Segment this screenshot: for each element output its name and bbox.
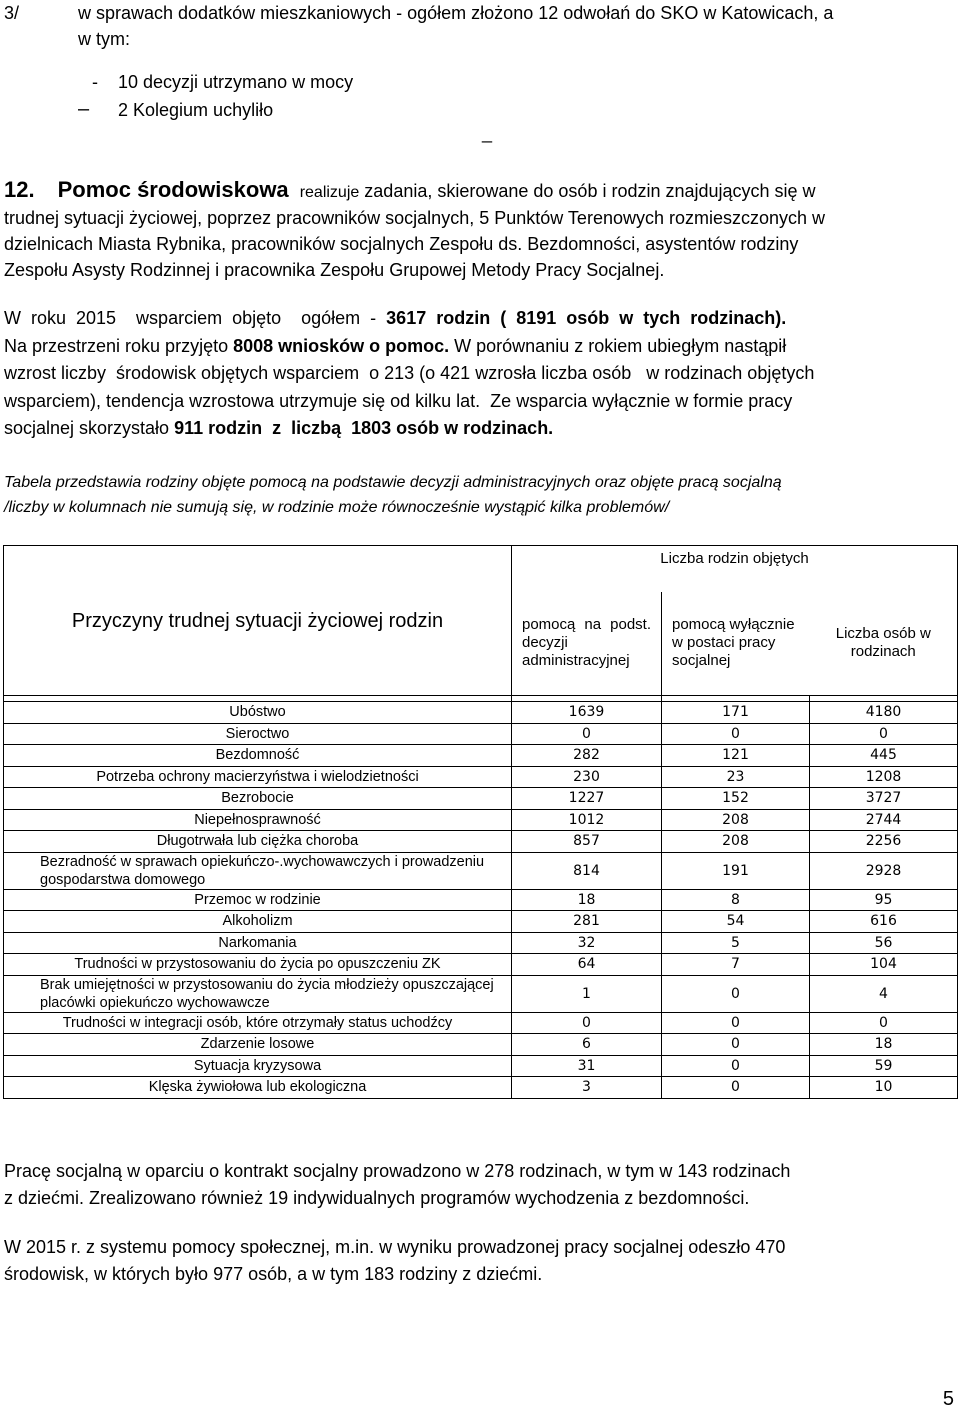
table-row [4,831,958,853]
admin-count-cell: 6 [512,1034,662,1056]
support-line-3: wzrost liczby środowisk objętych wsparciem o 213 (o 421 wzrosła liczba osób w rodzinach objętych [4,363,815,383]
work-count-cell: 8 [662,889,810,911]
section-12-line-2: trudnej sytuacji życiowej, poprzez pracowników socjalnych, 5 Punktów Terenowych rozmieszczonych w [4,208,826,228]
cause-cell: Przemoc w rodzinie [4,889,512,911]
cause-cell: Bezradność w sprawach opiekuńczo-.wychowawczych i prowadzeniu gospodarstwa domowego [4,852,512,889]
admin-count-cell: 31 [512,1055,662,1077]
work-count-cell: 152 [662,788,810,810]
cause-cell: Sieroctwo [4,723,512,745]
work-count-cell: 0 [662,1012,810,1034]
table-row [4,723,958,745]
work-count-cell: 171 [662,702,810,724]
work-count-cell: 121 [662,745,810,767]
persons-count-cell: 3727 [810,788,958,810]
list-item-text: 10 decyzji utrzymano w mocy [118,72,354,92]
admin-count-cell: 64 [512,954,662,976]
after-paragraph-1-line-1: Pracę socjalną w oparciu o kontrakt socjalny prowadzono w 278 rodzinach, w tym w 143 rodzinach [4,1161,791,1181]
cause-cell: Trudności w integracji osób, które otrzymały status uchodźcy [4,1012,512,1034]
cause-cell: Niepełnosprawność [4,809,512,831]
cause-cell: Trudności w przystosowaniu do życia po opuszczeniu ZK [4,954,512,976]
work-count-cell: 0 [662,723,810,745]
persons-count-cell: 4 [810,975,958,1012]
after-paragraph-2-line-2: środowisk, w których było 977 osób, a w tym 183 rodziny z dziećmi. [4,1264,543,1284]
table-row [4,954,958,976]
table-row [4,1012,958,1034]
admin-count-cell: 282 [512,745,662,767]
persons-count-cell: 95 [810,889,958,911]
persons-count-cell: 2928 [810,852,958,889]
after-paragraph-2-line-1: W 2015 r. z systemu pomocy społecznej, m.in. w wyniku prowadzonej pracy socjalnej odeszło 470 [4,1237,786,1257]
admin-count-cell: 1639 [512,702,662,724]
admin-count-cell: 18 [512,889,662,911]
work-count-cell: 5 [662,932,810,954]
work-count-cell: 208 [662,809,810,831]
work-count-cell: 23 [662,766,810,788]
persons-count-cell: 0 [810,1012,958,1034]
admin-count-cell: 281 [512,911,662,933]
persons-count-cell: 59 [810,1055,958,1077]
admin-count-cell: 1012 [512,809,662,831]
support-text: Na przestrzeni roku przyjęto [4,336,234,356]
section-heading: Pomoc środowiskowa [57,177,289,202]
section-12-line-4: Zespołu Asysty Rodzinnej i pracownika Zespołu Grupowej Metody Pracy Socjalnej. [4,260,665,280]
section-3-text-2: w tym: [78,29,130,49]
support-line-2 [4,333,786,360]
cause-cell: Długotrwała lub ciężka choroba [4,831,512,853]
work-count-cell: 0 [662,1055,810,1077]
work-count-cell: 0 [662,1034,810,1056]
work-count-cell: 54 [662,911,810,933]
persons-count-cell: 0 [810,723,958,745]
table-row [4,1034,958,1056]
list-item-text: 2 Kolegium uchyliło [118,100,274,120]
admin-count-cell: 0 [512,723,662,745]
table-row [4,788,958,810]
table-caption-line-2: /liczby w kolumnach nie sumują się, w rodzinie może równocześnie wystąpić kilka problemów/ [4,499,670,516]
admin-count-cell: 230 [512,766,662,788]
persons-count-cell: 56 [810,932,958,954]
table-row [4,766,958,788]
persons-count-cell: 18 [810,1034,958,1056]
support-line-1 [4,305,786,332]
work-count-cell: 0 [662,975,810,1012]
persons-count-cell: 4180 [810,702,958,724]
cause-cell: Bezdomność [4,745,512,767]
persons-count-cell: 1208 [810,766,958,788]
header-cause: Przyczyny trudnej sytuacji życiowej rodzin [4,546,512,696]
persons-count-cell: 10 [810,1077,958,1099]
persons-count-cell: 445 [810,745,958,767]
section-lead: realizuje [299,184,360,201]
cause-cell: Zdarzenie losowe [4,1034,512,1056]
cause-cell: Narkomania [4,932,512,954]
table-row [4,932,958,954]
support-bold-text: 3617 rodzin ( 8191 osób w tych rodzinach). [386,308,787,328]
section-number: 12. [4,177,35,202]
table-row [4,1055,958,1077]
table-row [4,911,958,933]
table-row [4,702,958,724]
header-persons: Liczba osób w rodzinach [810,592,958,696]
header-group: Liczba rodzin objętych [512,546,958,592]
section-12-line-3: dzielnicach Miasta Rybnika, pracowników socjalnych Zespołu ds. Bezdomności, asystentów rodziny [4,234,799,254]
cause-cell: Sytuacja kryzysowa [4,1055,512,1077]
section-12-line-1 [4,177,956,206]
cause-cell: Klęska żywiołowa lub ekologiczna [4,1077,512,1099]
table-row [4,975,958,1012]
table-header-row [4,546,958,592]
support-line-5 [4,415,553,442]
work-count-cell: 191 [662,852,810,889]
admin-count-cell: 32 [512,932,662,954]
admin-count-cell: 1227 [512,788,662,810]
support-text: socjalnej skorzystało [4,418,175,438]
list-item-dash: – [78,98,90,120]
persons-count-cell: 2256 [810,831,958,853]
page-number: 5 [942,1388,954,1410]
cases-table [3,545,957,1112]
admin-count-cell: 3 [512,1077,662,1099]
work-count-cell: 7 [662,954,810,976]
support-text: W roku 2015 wsparciem objęto ogółem - [4,308,387,328]
table-caption-line-1: Tabela przedstawia rodziny objęte pomocą na podstawie decyzji administracyjnych oraz objęte pracą socjalną [4,474,782,491]
section-3-marker: 3/ [4,3,20,23]
header-work: pomocą wyłącznie w postaci pracy socjalnej [662,592,810,696]
admin-count-cell: 857 [512,831,662,853]
table-row [4,809,958,831]
section-3-text: w sprawach dodatków mieszkaniowych - ogółem złożono 12 odwołań do SKO w Katowicach, a [78,3,834,23]
admin-count-cell: 814 [512,852,662,889]
work-count-cell: 0 [662,1077,810,1099]
header-admin: pomocą na podst. decyzji administracyjnej [512,592,662,696]
admin-count-cell: 0 [512,1012,662,1034]
table-row [4,852,958,889]
cause-cell: Bezrobocie [4,788,512,810]
cause-cell: Ubóstwo [4,702,512,724]
support-text: W porównaniu z rokiem ubiegłym nastąpił [449,336,787,356]
after-paragraph-1-line-2: z dziećmi. Zrealizowano również 19 indywidualnych programów wychodzenia z bezdomności. [4,1188,750,1208]
table-row [4,1077,958,1099]
list-item-dash: - [92,72,98,92]
support-line-4: wsparciem), tendencja wzrostowa utrzymuje się od kilku lat. Ze wsparcia wyłącznie w formie pracy [4,391,793,411]
cause-cell: Potrzeba ochrony macierzyństwa i wielodzietności [4,766,512,788]
persons-count-cell: 104 [810,954,958,976]
persons-count-cell: 2744 [810,809,958,831]
work-count-cell: 208 [662,831,810,853]
admin-count-cell: 1 [512,975,662,1012]
section-line-rest: zadania, skierowane do osób i rodzin znajdujących się w [364,181,816,201]
support-bold-text: 8008 wniosków o pomoc. [233,336,450,356]
cause-cell: Brak umiejętności w przystosowaniu do życia młodzieży opuszczającej placówki opiekuńczo wychowawcze [4,975,512,1012]
persons-count-cell: 616 [810,911,958,933]
stray-dash: _ [482,123,493,143]
table-row [4,745,958,767]
cause-cell: Alkoholizm [4,911,512,933]
support-bold-text: 911 rodzin z liczbą 1803 osób w rodzinach. [174,418,554,438]
table-row [4,889,958,911]
